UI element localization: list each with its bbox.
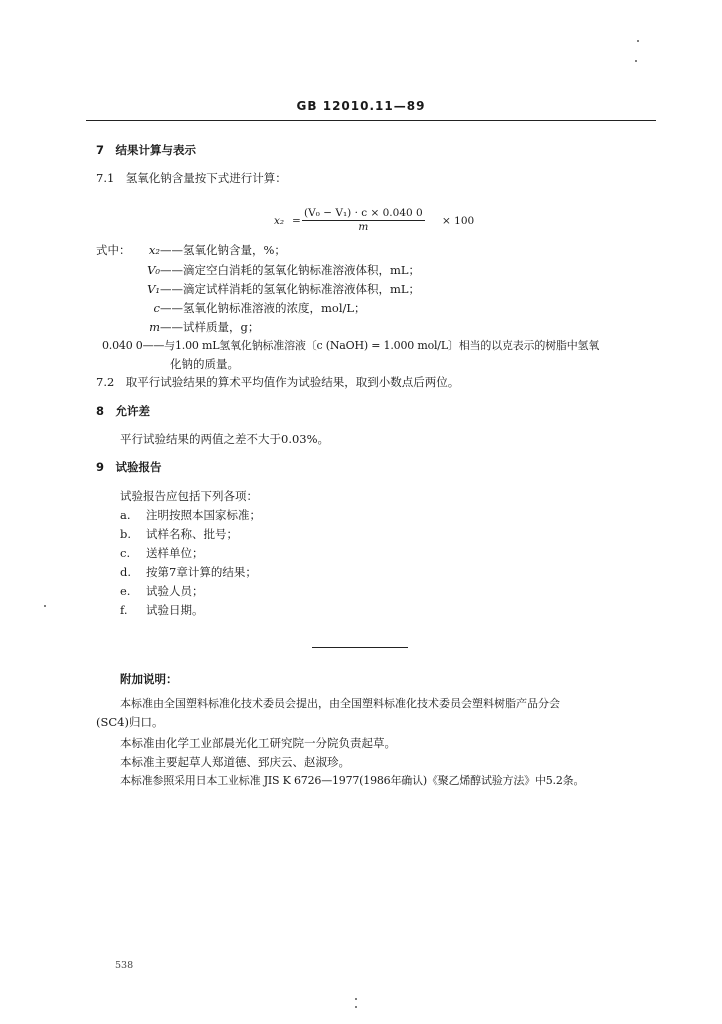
list-item-letter: d. <box>120 565 132 579</box>
constant-definition-line2: 化钠的质量。 <box>170 357 239 371</box>
variable-description: ——氢氧化钠标准溶液的浓度，mol/L； <box>160 301 366 315</box>
clause-7-2: 7.2 取平行试验结果的算术平均值作为试验结果，取到小数点后两位。 <box>96 375 460 389</box>
scan-speck <box>355 1006 357 1008</box>
section-9-intro: 试验报告应包括下列各项： <box>120 489 258 503</box>
list-item-letter: f. <box>120 603 128 617</box>
page-number: 538 <box>115 960 134 971</box>
formula-numerator: (V₀ − V₁) · c × 0.040 0 <box>304 207 423 219</box>
list-item-text: 送样单位； <box>146 546 204 560</box>
variable-symbol: c <box>153 301 160 315</box>
list-item-text: 试验日期。 <box>146 603 204 617</box>
constant-definition-line1: 0.040 0——与1.00 mL氢氧化钠标准溶液〔c (NaOH) = 1.000 mol/L〕相当的以克表示的树脂中氢氧 <box>102 339 600 352</box>
list-item-text: 试样名称、批号； <box>146 527 238 541</box>
appendix-title: 附加说明： <box>120 672 178 686</box>
variable-description: ——滴定空白消耗的氢氧化钠标准溶液体积，mL； <box>160 263 421 277</box>
formula-times-100: × 100 <box>442 215 475 227</box>
section-9-heading: 9 试验报告 <box>96 460 162 474</box>
scan-speck <box>635 60 637 62</box>
formula-denominator: m <box>358 221 369 233</box>
variable-symbol: m <box>149 320 160 334</box>
section-8-heading: 8 允许差 <box>96 404 151 418</box>
where-prefix: 式中： <box>96 243 131 257</box>
list-item-text: 注明按照本国家标准； <box>146 508 261 522</box>
variable-description: ——试样质量，g； <box>160 320 260 334</box>
section-divider <box>312 647 408 648</box>
list-item-letter: a. <box>120 508 131 522</box>
scan-speck <box>637 40 639 42</box>
section-7-heading: 7 结果计算与表示 <box>96 143 197 157</box>
clause-7-1: 7.1 氢氧化钠含量按下式进行计算： <box>96 171 287 185</box>
section-8-text: 平行试验结果的两值之差不大于0.03%。 <box>120 432 330 446</box>
list-item-letter: b. <box>120 527 132 541</box>
formula-lhs: x₂ <box>274 215 285 227</box>
variable-symbol: V₀ <box>147 263 160 277</box>
variable-description: ——滴定试样消耗的氢氧化钠标准溶液体积，mL； <box>160 282 421 296</box>
list-item-letter: c. <box>120 546 131 560</box>
scan-speck <box>355 998 357 1000</box>
appendix-line-1: 本标准由全国塑料标准化技术委员会提出，由全国塑料标准化技术委员会塑料树脂产品分会 <box>120 697 560 710</box>
appendix-line-4: 本标准参照采用日本工业标准 JIS K 6726—1977(1986年确认)《聚乙烯醇试验方法》中5.2条。 <box>120 774 585 787</box>
list-item-letter: e. <box>120 584 131 598</box>
list-item-text: 试验人员； <box>146 584 204 598</box>
appendix-line-3: 本标准主要起草人郑道德、郅庆云、赵淑珍。 <box>120 755 350 769</box>
formula-equals: = <box>292 215 301 227</box>
variable-description: ——氢氧化钠含量，%； <box>160 243 286 257</box>
standard-code-header: GB 12010.11—89 <box>296 99 426 113</box>
list-item-text: 按第7章计算的结果； <box>146 565 257 579</box>
variable-symbol: x₂ <box>148 243 160 257</box>
header-rule <box>86 120 656 121</box>
variable-symbol: V₁ <box>147 282 160 296</box>
scan-speck <box>44 605 46 607</box>
appendix-line-2: 本标准由化学工业部晨光化工研究院一分院负责起草。 <box>120 736 396 750</box>
appendix-line-1b: (SC4)归口。 <box>96 715 164 729</box>
formula-fraction <box>302 207 425 233</box>
